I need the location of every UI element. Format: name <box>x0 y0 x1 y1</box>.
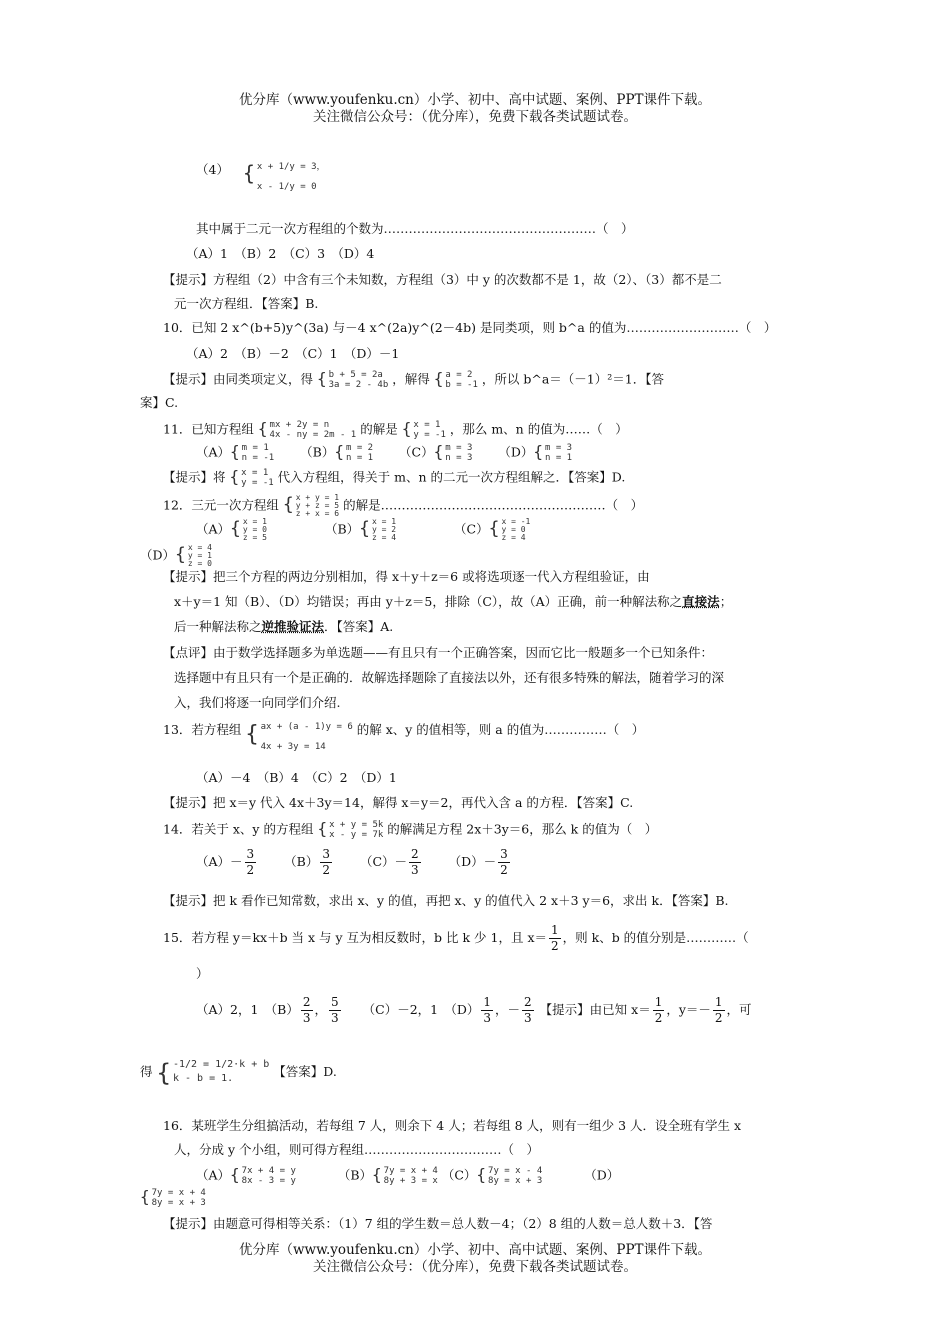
q13-hint: 【提示】把 x＝y 代入 4x＋3y＝14，解得 x＝y＝2，再代入含 a 的方程．【答案】C. <box>163 795 634 810</box>
q15-hint-2: 得 { -1/2 = 1/2·k + b k - b = 1. 【答案】D. <box>140 1058 337 1087</box>
option-c: （C） <box>441 1167 477 1183</box>
q12-system: { x + y = 1 y + z = 5 z + x = 6 <box>282 493 340 518</box>
header-line-1: 优分库（www.youfenku.cn）小学、初中、高中试题、案例、PPT课件下载。 <box>238 92 712 108</box>
option-c: （C） <box>399 444 434 460</box>
q14-system: { x + y = 5k x - y = 7k <box>317 819 384 840</box>
q12-comment-2: 选择题中有且只有一个是正确的．故解选择题除了直接法以外，还有很多特殊的解法，随着学习的深 <box>174 670 725 685</box>
q15-stem: 15．若方程 y＝kx＋b 当 x 与 y 互为相反数时，b 比 k 少 1，且 x＝ $\frac{1}{2}$ ，则 k、b 的值分别是…………（ <box>163 923 749 953</box>
q12-stem: 12．三元一次方程组 { x + y = 1 y + z = 5 z + x = 6 的解是………………………………………………（ ） <box>163 493 644 518</box>
q12-hint-2: x＋y＝1 知（B）、（D）均错误；再由 y＋z＝5，排除（C），故（A）正确，前一种解法称之直接法； <box>174 594 733 609</box>
q16-stem-2: 人，分成 y 个小组，则可得方程组……………………………（ ） <box>174 1142 540 1157</box>
q16-stem-1: 16．某班学生分组搞活动，若每组 7 人，则余下 4 人；若每组 8 人，则有一组少 3 人．设全班有学生 x <box>163 1118 742 1133</box>
q14-stem: 14．若关于 x、y 的方程组 { x + y = 5k x - y = 7k 的解满足方程 2x＋3y＝6，那么 k 的值为（ ） <box>163 819 658 840</box>
q9-options: （A）1 （B）2 （C）3 （D）4 <box>186 246 375 261</box>
option-c: （C） <box>454 521 489 537</box>
sys-row: x - 1/y = 0 <box>256 182 317 192</box>
q11-solution: { x = 1 y = -1 <box>401 419 446 440</box>
brace-icon: { <box>242 161 255 185</box>
option-a: （A）－ <box>196 854 243 869</box>
keyword-direct-method: 直接法 <box>682 594 720 609</box>
q10-hint <box>163 370 664 390</box>
option-a: （A） <box>196 1167 231 1183</box>
q14-hint: 【提示】把 k 看作已知常数，求出 x、y 的值，再把 x、y 的值代入 2 x＋3 y＝6，求出 k．【答案】B. <box>163 893 729 908</box>
hint-text: ，解得 <box>392 371 430 387</box>
q10-options: （A）2 （B）－2 （C）1 （D）－1 <box>186 346 400 361</box>
q12-comment-3: 入，我们将逐一向同学们介绍. <box>174 695 341 710</box>
q12-comment-1: 【点评】由于数学选择题多为单选题——有且只有一个正确答案，因而它比一般题多一个已知条件： <box>163 645 714 660</box>
q16-options-row-2: { 7y = x + 4 8y = x + 3 <box>140 1187 206 1208</box>
hint-text: 【提示】由同类项定义，得 <box>163 371 314 387</box>
q11-options: （A）{ m = 1 n = -1 （B）{ m = 2 n = 1 （C）{ m = 3 n = 3 （D）{ m = 3 n = 1 <box>196 442 573 463</box>
q12-hint-3: 后一种解法称之逆推验证法．【答案】A. <box>174 619 394 634</box>
option-d: （D）－ <box>448 854 497 869</box>
option-d: （D） <box>140 547 176 563</box>
option-a: （A） <box>196 444 231 460</box>
option-b: （B） <box>324 521 360 537</box>
q16-hint: 【提示】由题意可得相等关系：（1）7 组的学生数＝总人数－4；（2）8 组的人数＝总人数＋3．【答 <box>163 1216 713 1231</box>
q13-stem: 13．若方程组 { ax + (a - 1)y = 6 4x + 3y = 14 的解 x、y 的值相等，则 a 的值为……………（ ） <box>163 722 645 752</box>
q11-hint: 【提示】将 { x = 1 y = -1 代入方程组，得关于 m、n 的二元一次方程组解之．【答案】D. <box>163 467 626 488</box>
option-b: （B） <box>284 854 319 869</box>
q13-system: { ax + (a - 1)y = 6 4x + 3y = 14 <box>245 722 353 752</box>
q12-options-row-1: （A）{ x = 1 y = 0 z = 5 （B）{ x = 1 y = 2 z = 4 （C）{ x = -1 y = 0 z = 4 <box>196 517 531 542</box>
footer-line-2: 关注微信公众号：（优分库），免费下载各类试题试卷。 <box>313 1259 637 1275</box>
q13-options: （A）－4 （B）4 （C）2 （D）1 <box>196 770 397 785</box>
q14-options: （A）－ $\frac{3}{2}$ （B） $\frac{3}{2}$ （C）－ $\frac{2}{3}$ （D）－ $\frac{3}{2}$ <box>196 847 508 877</box>
footer-line-1: 优分库（www.youfenku.cn）小学、初中、高中试题、案例、PPT课件下载。 <box>238 1242 712 1258</box>
q15-options: （A）2，1 （B） $\frac{2}{3}$ ， $\frac{5}{3}$ （C）－2，1 （D） $\frac{1}{3}$ ，－ $\frac{2}{3}$ 【提示】由已知 x＝ $\frac{1}{2}$ ，y＝－ $\frac{1}{2}$ ，可 <box>196 995 752 1025</box>
q9-system-4 <box>232 152 326 192</box>
q11-system: { mx + 2y = n 4x - ny = 2m - 1 <box>257 419 357 440</box>
q10-hint-2: 案】C. <box>140 395 179 410</box>
q10-hint-system-2: { a = 2 b = -1 <box>433 369 478 390</box>
q9-hint-1: 【提示】方程组（2）中含有三个未知数，方程组（3）中 y 的次数都不是 1，故（2）、（3）都不是二 <box>163 272 722 287</box>
q16-options-row-1: （A）{ 7x + 4 = y 8x - 3 = y （B）{ 7y = x + 4 8y + 3 = x （C）{ 7y = x - 4 8y = x + 3 （D） <box>196 1165 620 1186</box>
q15-stem-end: ） <box>196 966 209 981</box>
option-b: （B） <box>337 1167 373 1183</box>
option-a: （A） <box>196 521 231 537</box>
q11-stem: 11．已知方程组 { mx + 2y = n 4x - ny = 2m - 1 的解是 { x = 1 y = -1 ，那么 m、n 的值为……（ ） <box>163 419 628 440</box>
q9-label-4: （4） <box>196 162 229 177</box>
q9-hint-2: 元一次方程组．【答案】B. <box>174 296 319 311</box>
option-b: （B） <box>300 444 335 460</box>
option-d: （D） <box>498 444 534 460</box>
hint-text: ，所以 b^a＝（－1）²＝1．【答 <box>481 371 664 387</box>
option-d: （D） <box>584 1167 620 1183</box>
q9-stem: 其中属于二元一次方程组的个数为……………………………………………（ ） <box>196 221 634 236</box>
sys-row: x + 1/y = 3， <box>256 162 326 172</box>
header-line-2: 关注微信公众号：（优分库），免费下载各类试题试卷。 <box>313 109 637 125</box>
q10-stem: 10．已知 2 x^(b+5)y^(3a) 与－4 x^(2a)y^(2－4b) 是同类项，则 b^a 的值为………………………（ ） <box>163 320 777 335</box>
q12-options-row-2: （D）{ x = 4 y = 1 z = 0 <box>140 543 212 568</box>
q10-hint-system-1: { b + 5 = 2a 3a = 2 - 4b <box>317 369 389 390</box>
q15-system: { -1/2 = 1/2·k + b k - b = 1. <box>156 1058 270 1087</box>
option-c: （C）－ <box>359 854 408 869</box>
keyword-reverse-verify: 逆推验证法 <box>261 619 325 634</box>
q12-hint-1: 【提示】把三个方程的两边分别相加，得 x＋y＋z＝6 或将选项逐一代入方程组验证，由 <box>163 569 650 584</box>
